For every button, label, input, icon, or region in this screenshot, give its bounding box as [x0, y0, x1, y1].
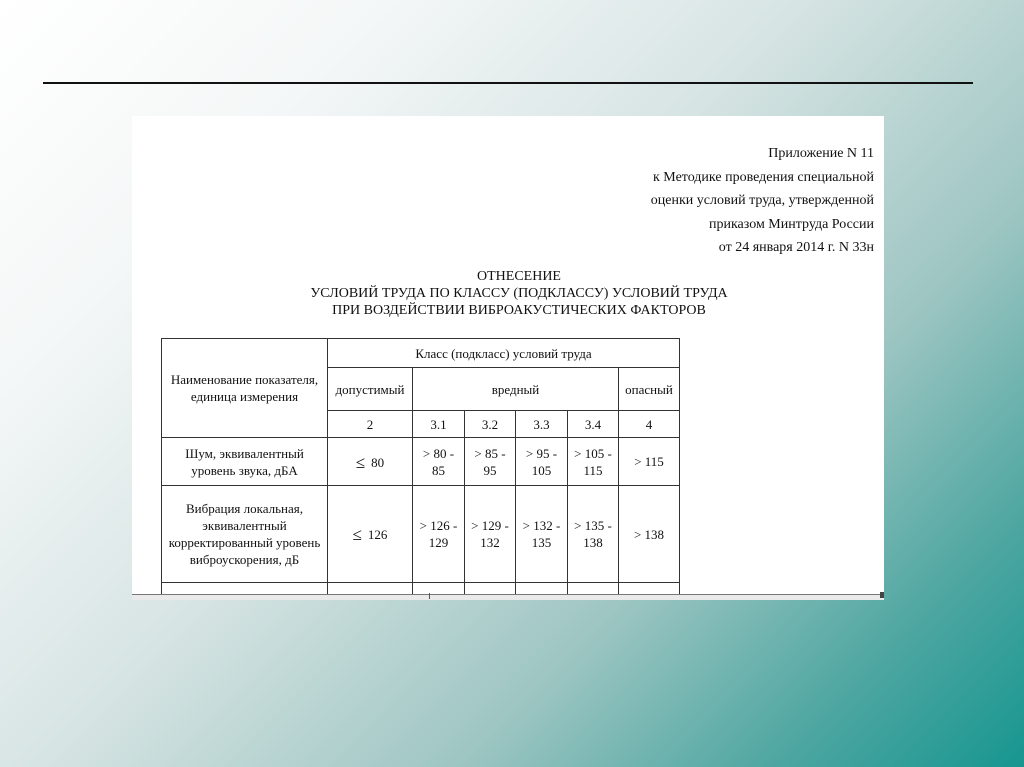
row-permissible-value: 80	[371, 454, 385, 470]
row-value: > 95 - 105	[516, 438, 568, 486]
class-code: 4	[619, 411, 680, 438]
appendix-line: к Методике проведения специальной	[653, 169, 874, 185]
class-code: 3.1	[413, 411, 465, 438]
appendix-line: оценки условий труда, утвержденной	[650, 193, 874, 208]
header-class: Класс (подкласс) условий труда	[328, 339, 680, 368]
title-line: ПРИ ВОЗДЕЙСТВИИ ВИБРОАКУСТИЧЕСКИХ ФАКТОРОВ	[332, 303, 706, 318]
row-permissible-cell	[328, 438, 413, 486]
class-code: 3.4	[568, 411, 619, 438]
scan-bottom-edge	[132, 594, 884, 600]
class-code: 3.2	[465, 411, 516, 438]
row-value: > 105 - 115	[568, 438, 619, 486]
table-row	[162, 438, 680, 486]
row-value: > 129 - 132	[465, 486, 516, 583]
class-code: 3.3	[516, 411, 568, 438]
slide-title-rule	[43, 82, 973, 84]
less-equal-symbol: ≤	[355, 452, 366, 472]
row-value: > 132 - 135	[516, 486, 568, 583]
header-harmful: вредный	[413, 368, 619, 411]
row-indicator: Вибрация локальная, эквивалентный корректированный уровень виброускорения, дБ	[162, 486, 328, 583]
table-row	[162, 486, 680, 583]
classification-table	[161, 338, 680, 596]
document-title	[132, 268, 884, 319]
header-dangerous: опасный	[619, 368, 680, 411]
row-value: > 135 - 138	[568, 486, 619, 583]
row-permissible-cell	[328, 486, 413, 583]
row-value: > 138	[619, 486, 680, 583]
less-equal-symbol: ≤	[352, 525, 362, 544]
appendix-line: Приложение N 11	[768, 146, 874, 161]
row-value: > 80 - 85	[413, 438, 465, 486]
row-permissible-value: 126	[367, 527, 388, 542]
appendix-note	[651, 142, 874, 260]
row-value: > 85 - 95	[465, 438, 516, 486]
title-line: УСЛОВИЙ ТРУДА ПО КЛАССУ (ПОДКЛАССУ) УСЛОВИЙ ТРУДА	[310, 286, 728, 301]
class-code: 2	[328, 411, 413, 438]
title-line: ОТНЕСЕНИЕ	[477, 269, 561, 284]
row-indicator: Шум, эквивалентный уровень звука, дБА	[162, 438, 328, 486]
document-scan	[132, 116, 884, 596]
appendix-line: от 24 января 2014 г. N 33н	[718, 240, 874, 255]
row-value: > 126 - 129	[413, 486, 465, 583]
header-permissible: допустимый	[328, 368, 413, 411]
header-indicator-name: Наименование показателя, единица измерения	[162, 339, 328, 438]
appendix-line: приказом Минтруда России	[708, 216, 874, 232]
row-value: > 115	[619, 438, 680, 486]
